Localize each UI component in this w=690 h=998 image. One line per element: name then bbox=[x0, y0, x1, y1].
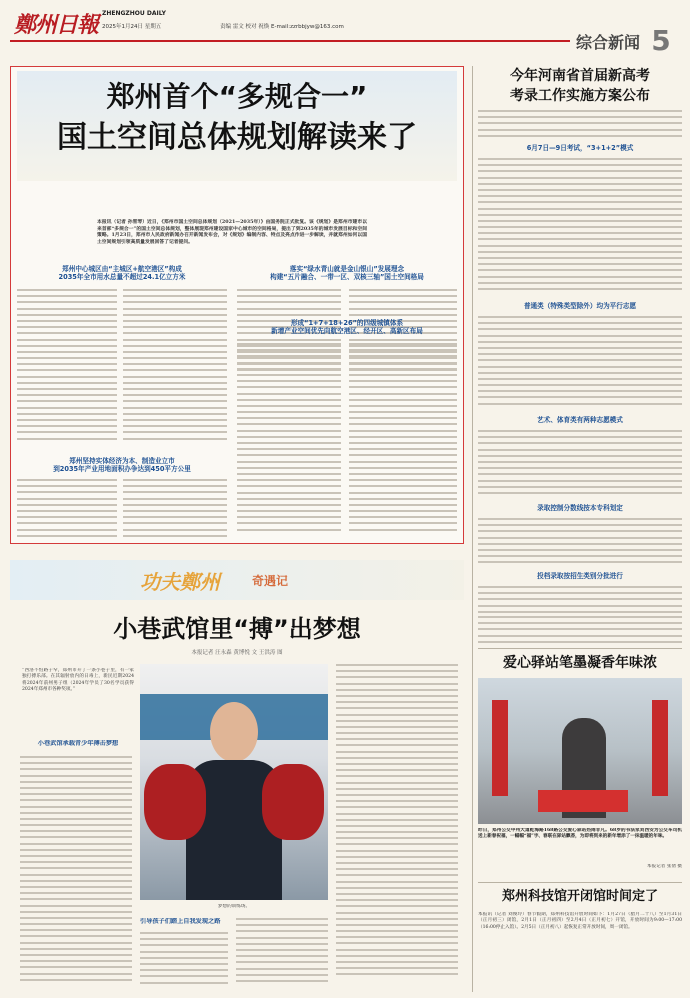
column-brand: 功夫鄭州 bbox=[140, 570, 220, 594]
couplet-left bbox=[492, 700, 508, 796]
right-divider-2 bbox=[478, 882, 682, 883]
masthead-logo: 鄭州日報 bbox=[14, 12, 99, 38]
editor-line: 责编 雷文 校对 祝焕 E-mail:zzrbbjyw@163.com bbox=[220, 24, 344, 30]
boxer-head bbox=[210, 702, 258, 762]
lead-subhead-1: 郑州中心城区由“主城区+航空港区”构成 2035年全市用水总量不超过24.1亿立方米 bbox=[58, 265, 186, 281]
lead-col-2b-text bbox=[123, 479, 227, 541]
column-subhead-b: 引导孩子们踏上自我发现之路 bbox=[140, 918, 221, 925]
column-col-1-text bbox=[20, 756, 132, 992]
lead-col-3b-text bbox=[237, 343, 341, 539]
headline-banner bbox=[17, 71, 457, 181]
couplet-right bbox=[652, 700, 668, 796]
calligraphy-photo bbox=[478, 678, 682, 824]
red-paper bbox=[538, 790, 628, 812]
lead-col-1-text bbox=[17, 289, 117, 449]
exam-subhead-d: 录取控制分数线按本专科划定 bbox=[537, 504, 623, 512]
boxing-glove-right bbox=[262, 764, 324, 840]
exam-text-1 bbox=[478, 110, 682, 142]
lead-subhead-3: 郑州坚持实体经济为本、制造业立市 到2035年产业用地面积办争达到450平方公里 bbox=[53, 457, 191, 473]
column-divider bbox=[472, 66, 473, 992]
exam-title-2: 考录工作实施方案公布 bbox=[510, 88, 650, 104]
exam-subhead-e: 投档录取按招生类别分批进行 bbox=[537, 572, 623, 580]
column-col-4-text bbox=[336, 664, 458, 992]
lead-col-2-text bbox=[123, 289, 227, 449]
date-line: 2025年1月24日 星期五 bbox=[102, 24, 162, 30]
exam-text-3 bbox=[478, 316, 682, 412]
museum-story bbox=[478, 886, 682, 994]
column-header-band bbox=[10, 560, 464, 600]
lead-subhead-4: 形成“1+7+18+26”的四级城镇体系 新增产业空间优先向航空港区、经开区、高新区布局 bbox=[271, 319, 423, 335]
exam-text-4 bbox=[478, 430, 682, 500]
lead-subhead-2: 落实“绿水青山就是金山银山”发展理念 构建“五片融合、一带一区、双核三轴”国土空间格局 bbox=[270, 265, 424, 281]
lead-story bbox=[10, 66, 464, 544]
lead-headline-1: 郑州首个“多规合一” bbox=[106, 80, 368, 113]
masthead-rule bbox=[10, 40, 570, 42]
exam-subhead-a: 6月7日—9日考试，“3+1+2”模式 bbox=[526, 144, 634, 152]
column-subhead-a: 小巷武馆承载青少年搏击梦想 bbox=[37, 740, 119, 747]
exam-subhead-c: 艺术、体育类有两种志愿模式 bbox=[537, 416, 623, 424]
lead-col-1b-text bbox=[17, 479, 117, 541]
calligraphy-title: 爱心驿站笔墨凝香年味浓 bbox=[503, 655, 657, 671]
column-tag: 奇遇记 bbox=[252, 574, 289, 588]
boxing-glove-left bbox=[144, 764, 206, 840]
lead-col-4b-text bbox=[349, 343, 457, 539]
museum-lead: 本报讯（记者 刘俊玲）春节假期，郑州科技馆开放时间如下：1月27日（腊月二十八）至1月31日（正月初三）闭馆，2月1日（正月初四）至2月4日（正月初七）开馆，开放时间为9:00—17:00（16:00停止入馆）。2月5日（正月初八）起恢复正常开放时间，周一闭馆。 bbox=[478, 912, 682, 930]
exam-text-6 bbox=[478, 586, 682, 616]
masthead bbox=[0, 0, 690, 62]
calligraphy-story bbox=[478, 652, 682, 878]
page-number: 5 bbox=[651, 24, 671, 57]
museum-title: 郑州科技馆开闭馆时间定了 bbox=[501, 889, 658, 904]
boxer-photo bbox=[140, 664, 328, 900]
calligraphy-credit: 本报记者 张倩 摄 bbox=[646, 864, 682, 869]
lead-headline-2: 国土空间总体规划解读来了 bbox=[57, 120, 417, 155]
exam-text-5 bbox=[478, 518, 682, 570]
kungfu-column bbox=[10, 560, 464, 994]
exam-title-1: 今年河南省首届新高考 bbox=[510, 68, 650, 84]
column-col-3-text bbox=[236, 918, 328, 992]
exam-story bbox=[478, 66, 682, 616]
section-label: 综合新闻 bbox=[575, 33, 640, 52]
column-title: 小巷武馆里“搏”出梦想 bbox=[113, 615, 361, 643]
lead-intro: 本报讯（记者 孙雪琴）近日，《郑州市国土空间总体规划（2021—2035年）》由国务院正式批复。该《规划》是郑州市建市以来首部“多规合一”的国土空间总体规划，整体展现郑州建设国家中心城市的空间格局，提出了到2035年的城市发展目标和空间策略。1月23日，郑州市人民政府新闻办召开新闻发布会，对《规划》编制内容、特点及亮点作进一步解读，并就郑州如何以国土空间规划引领高质量发展回答了记者提问。 bbox=[97, 219, 367, 245]
exam-subhead-b: 普通类（特殊类型除外）均为平行志愿 bbox=[523, 302, 637, 310]
exam-text-7 bbox=[478, 616, 682, 646]
calligraphy-caption: 昨日，郑州公交中州大道乾海路168路公交爱心驿站热闹非凡。68岁的书法家刘西安为公交车司机送上新春祝福，一幅幅“福”字、春联在驿站飘香，为即将到来的新年增添了一抹温暖的年味。 bbox=[478, 828, 682, 840]
photo-caption: 梦想的训练场。 bbox=[217, 904, 251, 909]
exam-text-2 bbox=[478, 158, 682, 298]
column-col-2-text bbox=[140, 932, 228, 992]
paper-name: ZHENGZHOU DAILY bbox=[102, 10, 166, 17]
column-quote: “西洛不怕路子窄，郑州市开了一条小巷子里，有一家独打搏乐部。在其辐射放内的日毒上，新民近期2024将2024年前州男子组（2024年学员了30名学员获得2024年郑州市各种奖项。” bbox=[22, 668, 134, 693]
right-divider-1 bbox=[478, 648, 682, 649]
column-byline: 本报记者 汪永森 黄博悦 文 王洪涛 图 bbox=[191, 650, 283, 656]
